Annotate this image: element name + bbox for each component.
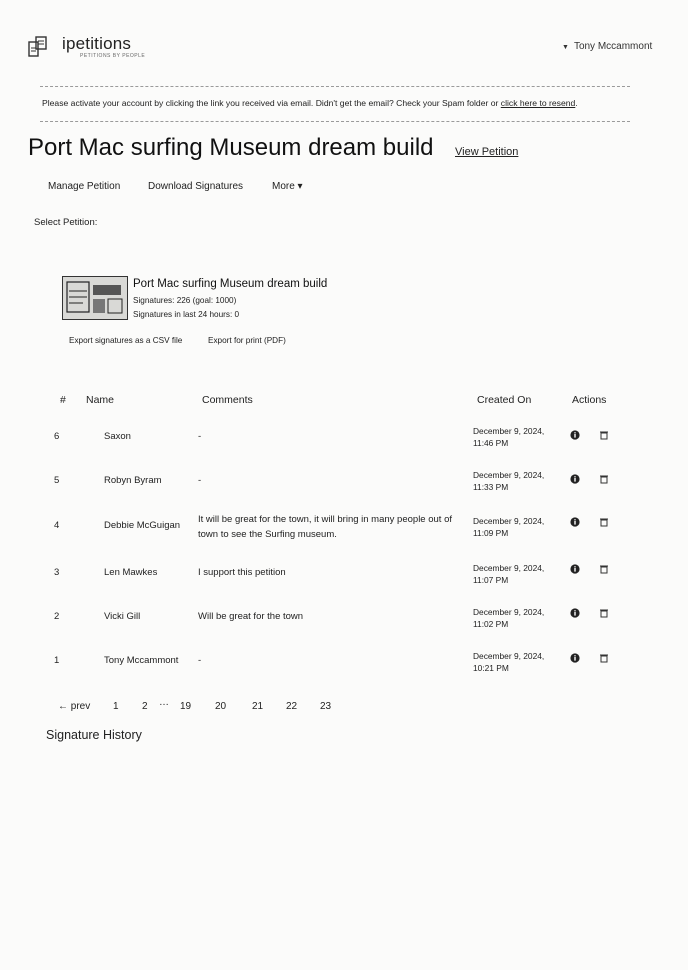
signer-comment: - [198, 431, 202, 442]
signer-comment: - [198, 475, 202, 486]
delete-icon[interactable] [599, 608, 609, 618]
signer-name: Tony Mccammont [104, 655, 179, 666]
pagination-page[interactable]: 2 [142, 701, 148, 712]
pagination-page[interactable]: 1 [113, 701, 119, 712]
column-header-actions: Actions [572, 394, 607, 406]
row-number: 4 [54, 520, 60, 531]
card-petition-title[interactable]: Port Mac surfing Museum dream build [133, 278, 328, 290]
divider [40, 86, 630, 87]
signer-comment: I support this petition [198, 567, 286, 578]
created-on: December 9, 2024, 11:33 PM [473, 470, 545, 492]
petition-logo-icon [28, 36, 48, 58]
created-on: December 9, 2024, 11:09 PM [473, 516, 545, 538]
signatures-last-24h: Signatures in last 24 hours: 0 [133, 310, 240, 319]
select-petition-label: Select Petition: [34, 217, 98, 228]
export-pdf-link[interactable]: Export for print (PDF) [208, 336, 286, 345]
info-icon[interactable] [570, 474, 580, 484]
row-number: 5 [54, 475, 60, 486]
signer-comment: - [198, 655, 202, 666]
more-menu[interactable]: More ▾ [272, 181, 303, 192]
signer-name: Saxon [104, 431, 131, 442]
row-number: 3 [54, 567, 60, 578]
pagination-prev[interactable]: ← prev [58, 701, 91, 712]
user-name: Tony Mccammont [573, 41, 653, 52]
pagination-page[interactable]: 23 [320, 701, 332, 712]
view-petition-link[interactable]: View Petition [455, 146, 519, 158]
pagination-page[interactable]: 20 [215, 701, 227, 712]
signer-name: Vicki Gill [104, 611, 141, 622]
info-icon[interactable] [570, 653, 580, 663]
divider [40, 121, 630, 122]
column-header-number: # [60, 394, 66, 406]
info-icon[interactable] [570, 430, 580, 440]
user-menu[interactable] [562, 41, 652, 52]
thumbnail-image-icon [63, 277, 127, 319]
signer-name: Len Mawkes [104, 567, 158, 578]
column-header-created[interactable]: Created On [477, 394, 532, 406]
pagination-ellipsis: … [159, 697, 169, 708]
created-on: December 9, 2024, 11:02 PM [473, 607, 545, 629]
download-signatures-tab[interactable]: Download Signatures [148, 181, 244, 192]
resend-link[interactable]: click here to resend [500, 98, 576, 108]
created-on: December 9, 2024, 11:07 PM [473, 563, 545, 585]
column-header-comments: Comments [202, 394, 253, 406]
signer-name: Debbie McGuigan [104, 520, 181, 531]
signer-comment: Will be great for the town [198, 611, 304, 622]
row-number: 2 [54, 611, 60, 622]
manage-petition-tab[interactable]: Manage Petition [48, 181, 121, 192]
petition-thumbnail[interactable] [62, 276, 128, 320]
notice-end: . [575, 98, 578, 108]
pagination-page[interactable]: 22 [286, 701, 298, 712]
created-on: December 9, 2024, 11:46 PM [473, 426, 545, 448]
signer-comment: It will be great for the town, it will bring in many people out of town to see the Surfing museum. [198, 514, 452, 540]
column-header-name[interactable]: Name [86, 394, 115, 406]
signer-name: Robyn Byram [104, 475, 162, 486]
created-on: December 9, 2024, 10:21 PM [473, 651, 545, 673]
delete-icon[interactable] [599, 564, 609, 574]
pagination-page[interactable]: 19 [180, 701, 192, 712]
brand-tagline: PETITIONS BY PEOPLE [80, 53, 146, 59]
row-number: 6 [54, 431, 60, 442]
info-icon[interactable] [570, 564, 580, 574]
delete-icon[interactable] [599, 653, 609, 663]
notice-text: Please activate your account by clicking the link you received via email. Didn't get the email? Check your Spam folder or [42, 98, 501, 108]
delete-icon[interactable] [599, 430, 609, 440]
signature-history-heading: Signature History [46, 728, 142, 742]
brand-name[interactable]: ipetitions [62, 34, 132, 53]
pagination-page[interactable]: 21 [252, 701, 264, 712]
info-icon[interactable] [570, 608, 580, 618]
activation-notice [42, 98, 578, 108]
signature-count: Signatures: 226 (goal: 1000) [133, 296, 237, 305]
caret-down-icon: ▼ [562, 44, 569, 51]
info-icon[interactable] [570, 517, 580, 527]
page-title: Port Mac surfing Museum dream build [28, 134, 434, 161]
row-number: 1 [54, 655, 60, 666]
delete-icon[interactable] [599, 517, 609, 527]
export-csv-link[interactable]: Export signatures as a CSV file [69, 336, 183, 345]
delete-icon[interactable] [599, 474, 609, 484]
